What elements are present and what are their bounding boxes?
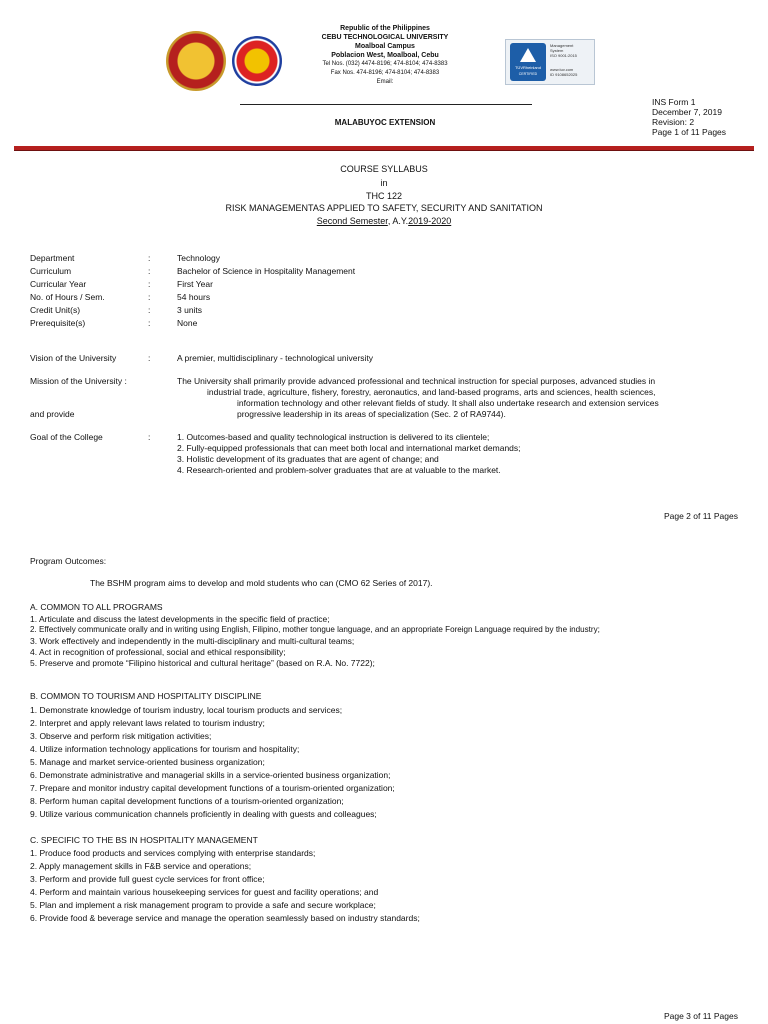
program-outcomes-heading: Program Outcomes:	[30, 556, 107, 566]
info-label: Prerequisite(s)	[30, 318, 86, 328]
header-underline	[240, 104, 532, 105]
tuv-certified-text: CERTIFIED	[518, 72, 538, 76]
section-c-item: 5. Plan and implement a risk management program to provide a safe and secure workplace;	[30, 900, 376, 910]
header-block	[230, 24, 540, 87]
info-value: 54 hours	[177, 292, 211, 302]
tuv-triangle-icon	[520, 48, 536, 62]
info-label: No. of Hours / Sem.	[30, 292, 105, 302]
info-value: Technology	[177, 253, 221, 263]
section-b-item: 3. Observe and perform risk mitigation activities;	[30, 731, 212, 741]
syllabus-in: in	[380, 178, 388, 188]
vision-sep: :	[148, 353, 151, 363]
fax-numbers: Fax Nos. 474-8196; 474-8104; 474-8383	[330, 70, 440, 76]
form-page: Page 1 of 11 Pages	[652, 127, 727, 137]
section-a-item: 1. Articulate and discuss the latest developments in the specific field of practice;	[30, 614, 330, 624]
page-3-label: Page 3 of 11 Pages	[663, 1011, 738, 1021]
vision-label: Vision of the University	[30, 353, 117, 363]
tel-numbers: Tel Nos. (032) 4474-8196; 474-8104; 474-8383	[322, 61, 448, 67]
info-sep: :	[148, 279, 151, 289]
section-a-item: 3. Work effectively and independently in the multi-disciplinary and multi-cultural teams;	[30, 636, 355, 646]
info-sep: :	[148, 318, 151, 328]
section-b-item: 9. Utilize various communication channels proficiently in dealing with guests and colleagues;	[30, 809, 377, 819]
ctu-seal-logo	[166, 31, 226, 91]
info-value: Bachelor of Science in Hospitality Management	[177, 266, 356, 276]
info-sep: :	[148, 266, 151, 276]
form-revision: Revision: 2	[652, 117, 695, 127]
section-a-item: 2. Effectively communicate orally and in writing using English, Filipino, mother tongue language, and an appropriate Foreign Language required by the industry;	[30, 625, 600, 634]
vision-text: A premier, multidisciplinary - technological university	[177, 353, 374, 363]
info-sep: :	[148, 292, 151, 302]
semester-name: Second Semester	[316, 216, 388, 226]
section-b-item: 1. Demonstrate knowledge of tourism industry, local tourism products and services;	[30, 705, 343, 715]
semester-line	[0, 216, 768, 226]
info-label: Credit Unit(s)	[30, 305, 81, 315]
syllabus-heading: COURSE SYLLABUS	[340, 164, 428, 174]
section-c-item: 1. Produce food products and services complying with enterprise standards;	[30, 848, 316, 858]
section-b-item: 6. Demonstrate administrative and managerial skills in a service-oriented business organization;	[30, 770, 391, 780]
form-date: December 7, 2019	[652, 107, 722, 117]
info-sep: :	[148, 253, 151, 263]
section-a-item: 4. Act in recognition of professional, social and ethical responsibility;	[30, 647, 286, 657]
section-c-title: C. SPECIFIC TO THE BS IN HOSPITALITY MANAGEMENT	[30, 835, 258, 845]
section-c-item: 4. Perform and maintain various housekeeping services for guest and facility operations; and	[30, 887, 379, 897]
mission-line-4b: progressive leadership in its areas of specialization (Sec. 2 of RA9744).	[237, 409, 506, 419]
republic-text: Republic of the Philippines	[340, 25, 430, 32]
info-label: Curricular Year	[30, 279, 87, 289]
form-meta	[652, 97, 726, 137]
section-c-item: 6. Provide food & beverage service and manage the operation seamlessly based on industry standards;	[30, 913, 420, 923]
section-b-item: 7. Prepare and monitor industry capital development functions of a tourism-oriented organization;	[30, 783, 395, 793]
mission-line-4a: and provide	[30, 409, 75, 419]
section-c-item: 3. Perform and provide full guest cycle services for front office;	[30, 874, 265, 884]
course-title: RISK MANAGEMENTAS APPLIED TO SAFETY, SECURITY AND SANITATION	[225, 203, 543, 213]
semester-ay-label: , A.Y.	[387, 216, 409, 226]
extension-name: MALABUYOC EXTENSION	[334, 118, 436, 127]
tuv-mark-icon	[510, 43, 546, 81]
info-sep: :	[148, 305, 151, 315]
campus-address: Poblacion West, Moalboal, Cebu	[331, 52, 439, 59]
info-value: First Year	[177, 279, 213, 289]
mission-label: Mission of the University :	[30, 376, 127, 386]
cert-ref-2: ID 9108652025	[550, 72, 578, 77]
goal-item: 4. Research-oriented and problem-solver graduates that are at valuable to the market.	[177, 465, 501, 475]
section-b-item: 4. Utilize information technology applications for tourism and hospitality;	[30, 744, 300, 754]
cert-text	[550, 43, 577, 77]
section-a-title: A. COMMON TO ALL PROGRAMS	[30, 602, 163, 612]
program-intro: The BSHM program aims to develop and mold students who can (CMO 62 Series of 2017).	[90, 578, 433, 588]
section-b-item: 2. Interpret and apply relevant laws related to tourism industry;	[30, 718, 265, 728]
section-b-item: 8. Perform human capital development functions of a tourism-oriented organization;	[30, 796, 344, 806]
email-line: Email:	[376, 79, 394, 85]
goal-item: 2. Fully-equipped professionals that can meet both local and international market demands;	[177, 443, 521, 453]
cert-line-2: System	[550, 48, 564, 53]
iso-certification-badge	[505, 39, 595, 85]
campus-name: Moalboal Campus	[355, 43, 415, 50]
mission-line-1: The University shall primarily provide advanced professional and technical instruction for special purposes, advanced studies in	[177, 376, 656, 386]
goal-item: 3. Holistic development of its graduates that are agent of change; and	[177, 454, 439, 464]
info-label: Curriculum	[30, 266, 72, 276]
semester-year: 2019-2020	[408, 216, 452, 226]
goal-label: Goal of the College	[30, 432, 103, 442]
section-c-item: 2. Apply management skills in F&B service and operations;	[30, 861, 252, 871]
goal-sep: :	[148, 432, 151, 442]
section-a-item: 5. Preserve and promote “Filipino historical and cultural heritage” (based on R.A. No. 7722);	[30, 658, 375, 668]
cert-ref-1: www.tuv.com	[550, 67, 574, 72]
info-label: Department	[30, 253, 75, 263]
section-b-title: B. COMMON TO TOURISM AND HOSPITALITY DISCIPLINE	[30, 691, 262, 701]
goal-item: 1. Outcomes-based and quality technological instruction is delivered to its clientele;	[177, 432, 490, 442]
mission-line-3: information technology and other relevant fields of study. It shall also undertake research and extension services	[237, 398, 659, 408]
form-code: INS Form 1	[652, 97, 696, 107]
info-value: None	[177, 318, 198, 328]
cert-line-3: ISO 9001:2015	[550, 53, 577, 58]
header-red-rule	[14, 146, 754, 151]
mission-line-2: industrial trade, agriculture, fishery, forestry, aeronautics, and land-based programs, arts and sciences, health sciences,	[207, 387, 656, 397]
section-b-item: 5. Manage and market service-oriented business organization;	[30, 757, 265, 767]
university-name: CEBU TECHNOLOGICAL UNIVERSITY	[321, 34, 449, 41]
tuv-mark-text: TÜVRheinland	[514, 65, 541, 70]
page-2-label: Page 2 of 11 Pages	[663, 511, 738, 521]
course-code: THC 122	[365, 191, 402, 201]
info-value: 3 units	[177, 305, 203, 315]
cert-line-1: Management	[550, 43, 574, 48]
